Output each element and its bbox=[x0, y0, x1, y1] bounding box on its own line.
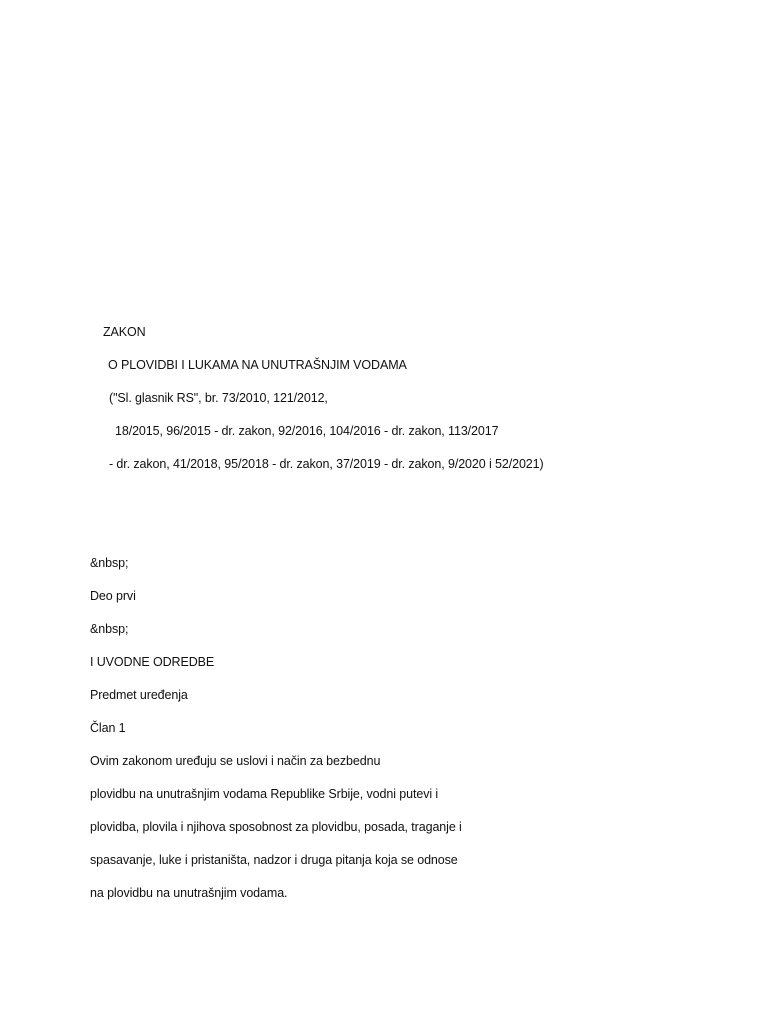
paragraph-line: spasavanje, luke i pristaništa, nadzor i druga pitanja koja se odnose bbox=[90, 853, 458, 867]
article-heading: Član 1 bbox=[90, 721, 126, 735]
law-subtitle: O PLOVIDBI I LUKAMA NA UNUTRAŠNJIM VODAMA bbox=[108, 358, 407, 372]
gazette-reference-line-1: ("Sl. glasnik RS", br. 73/2010, 121/2012, bbox=[109, 391, 328, 405]
chapter-heading: I UVODNE ODREDBE bbox=[90, 655, 215, 669]
paragraph-line: plovidba, plovila i njihova sposobnost za plovidbu, posada, traganje i bbox=[90, 820, 462, 834]
nbsp-marker: &nbsp; bbox=[90, 622, 129, 636]
law-title: ZAKON bbox=[103, 325, 146, 339]
gazette-reference-line-3: - dr. zakon, 41/2018, 95/2018 - dr. zakon, 37/2019 - dr. zakon, 9/2020 i 52/2021) bbox=[109, 457, 544, 471]
paragraph-line: na plovidbu na unutrašnjim vodama. bbox=[90, 886, 288, 900]
paragraph-line: plovidbu na unutrašnjim vodama Republike Srbije, vodni putevi i bbox=[90, 787, 439, 801]
nbsp-marker: &nbsp; bbox=[90, 556, 129, 570]
paragraph-line: Ovim zakonom uređuju se uslovi i način za bezbednu bbox=[90, 754, 381, 768]
part-heading: Deo prvi bbox=[90, 589, 136, 603]
section-heading: Predmet uređenja bbox=[90, 688, 188, 702]
gazette-reference-line-2: 18/2015, 96/2015 - dr. zakon, 92/2016, 104/2016 - dr. zakon, 113/2017 bbox=[115, 424, 499, 438]
